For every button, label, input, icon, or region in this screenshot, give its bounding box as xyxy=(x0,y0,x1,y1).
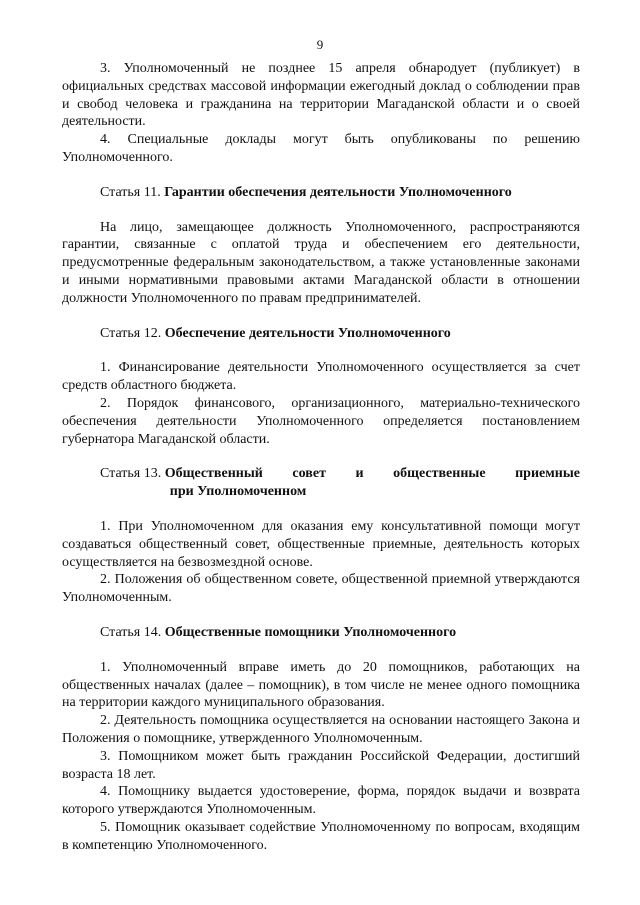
article-12-heading xyxy=(62,325,580,343)
paragraph: 2. Положения об общественном совете, общественной приемной утверждаются Уполномоченным. xyxy=(62,572,580,606)
paragraph: 4. Специальные доклады могут быть опубликованы по решению Уполномоченного. xyxy=(62,132,580,165)
article-title: Гарантии обеспечения деятельности Уполномоченного xyxy=(164,184,512,200)
article-title: Общественные помощники Уполномоченного xyxy=(164,624,457,640)
article-11-heading xyxy=(62,184,580,202)
article-title-line-2: при Уполномоченном xyxy=(169,484,307,500)
article-prefix: Статья 13. xyxy=(100,466,165,482)
paragraph: 5. Помощник оказывает содействие Уполномоченному по вопросам, входящим в компетенцию Уполномоченного. xyxy=(62,819,580,853)
article-prefix: Статья 12. xyxy=(100,325,162,341)
paragraph: 1. При Уполномоченном для оказания ему консультативной помощи могут создаваться общественный совет, общественные приемные, деятельность которых осуществляется на безвозмездной основе. xyxy=(62,518,580,570)
article-title: Обеспечение деятельности Уполномоченного xyxy=(164,325,451,341)
paragraph: 3. Уполномоченный не позднее 15 апреля обнародует (публикует) в официальных средствах массовой информации ежегодный доклад о соблюдении прав и свобод человека и гражданина на территории Магаданской области и о своей деятельности. xyxy=(62,61,580,130)
article-prefix: Статья 11. xyxy=(100,184,161,200)
paragraph: 3. Помощником может быть гражданин Российской Федерации, достигший возраста 18 лет. xyxy=(62,748,580,782)
paragraph: 2. Порядок финансового, организационного, материально-технического обеспечения деятельности Уполномоченного определяется постановлением губернатора Магаданской области. xyxy=(62,395,580,447)
paragraph: 4. Помощнику выдается удостоверение, форма, порядок выдачи и возврата которого утверждаются Уполномоченным. xyxy=(62,784,580,818)
article-title-line-1: Общественный совет и общественные приемные xyxy=(164,466,580,482)
article-14-heading xyxy=(62,624,580,642)
document-body xyxy=(62,60,580,854)
article-prefix: Статья 14. xyxy=(100,624,162,640)
paragraph: На лицо, замещающее должность Уполномоченного, распространяются гарантии, связанные с оплатой труда и обеспечением его деятельности, предусмотренные федеральным законодательством, а также установленные законами и иными нормативными правовыми актами Магаданской области в отношении должности Уполномоченного по правам предпринимателей. xyxy=(62,219,580,306)
article-title xyxy=(165,465,580,501)
article-13-heading xyxy=(62,465,580,501)
paragraph: 1. Финансирование деятельности Уполномоченного осуществляется за счет средств областного бюджета. xyxy=(62,360,580,394)
paragraph: 2. Деятельность помощника осуществляется на основании настоящего Закона и Положения о помощнике, утвержденного Уполномоченным. xyxy=(62,713,580,746)
page-number: 9 xyxy=(316,37,324,52)
paragraph: 1. Уполномоченный вправе иметь до 20 помощников, работающих на общественных началах (далее – помощник), в том числе не менее одного помощника на территории каждого муниципального образования. xyxy=(62,659,580,711)
